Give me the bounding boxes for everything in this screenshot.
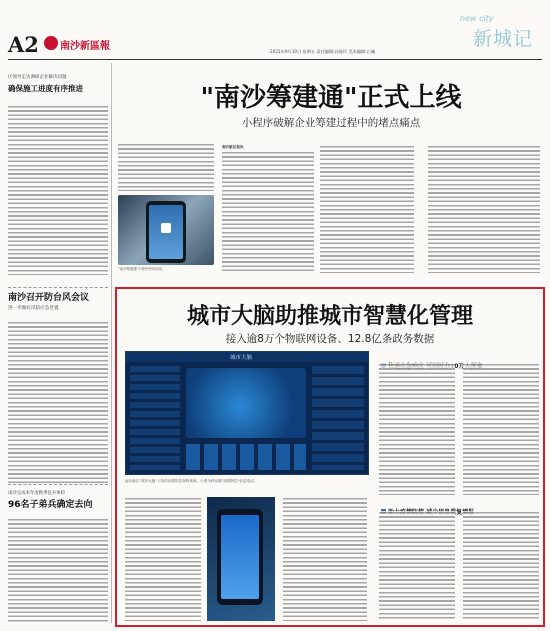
feature-body-col-1 [125, 497, 201, 621]
left-headline-3: 96名子弟兵确定去向 [8, 500, 93, 510]
lead-headline: "南沙筹建通"正式上线 [200, 83, 462, 113]
lead-intro-text [118, 143, 214, 191]
dashboard-photo [125, 351, 369, 475]
page-number: A2 [8, 32, 39, 57]
paper-logo [44, 36, 58, 50]
paper-name: 南沙新區報 [60, 41, 110, 52]
dashboard-map [186, 368, 306, 438]
feature-body-col-4 [463, 511, 539, 621]
dashboard-title: 城市大脑 [230, 355, 253, 361]
issue-info: 2021年9月10日 星期五 责任编辑:孙俊玲 美术编辑:石巍 [270, 49, 376, 54]
app-icon [161, 223, 171, 233]
left-sub-2: 进一步做好汛防应急处置 [8, 306, 59, 311]
lead-body-col-1 [222, 151, 314, 273]
phone-photo [207, 497, 275, 621]
masthead-rule [8, 59, 542, 60]
lead-story [116, 63, 542, 271]
phone-device [146, 201, 186, 263]
left-kicker-1: 区领导走访调研企业解决问题 [8, 75, 67, 80]
left-headline-1: 确保施工进度有序推进 [8, 84, 83, 93]
left-column-lower [8, 486, 108, 626]
lead-subheadline: 小程序破解企业筹建过程中的堵点痛点 [241, 117, 421, 129]
phone-screen [149, 205, 183, 259]
feature-headline: 城市大脑助推城市智慧化管理 [186, 304, 473, 329]
feature-subheadline: 接入逾8万个物联网设备、12.8亿条政务数据 [225, 333, 435, 345]
left-headline-2: 南沙召开防台风会议 [8, 293, 90, 303]
masthead [8, 14, 542, 60]
left-article-2-body [8, 321, 108, 486]
feature-body-col-3 [379, 511, 455, 621]
dashboard-left-panel [130, 366, 180, 470]
left-article-1-body [8, 105, 108, 275]
column-rule [111, 63, 112, 623]
divider [8, 287, 108, 288]
divider [8, 484, 108, 485]
left-column [8, 63, 108, 483]
feature-section-1-body-b [463, 363, 539, 495]
left-kicker-3: 南沙完成本年度秋季征兵体检 [8, 491, 66, 496]
lead-photo-caption: "南沙筹建通"小程序使用页面。 [118, 267, 166, 271]
lead-body-col-3 [428, 145, 540, 273]
dashboard-gauges [186, 444, 306, 470]
feature-section-1-body-a [379, 363, 455, 495]
lead-byline: 南沙新区报讯 [222, 145, 244, 149]
section-en: new city [460, 14, 494, 23]
phone-device [217, 509, 263, 605]
dashboard-right-panel [312, 366, 364, 470]
section-cn: 新城记 [473, 28, 534, 50]
lead-body-col-2 [320, 145, 414, 273]
left-article-3-body [8, 518, 108, 624]
phone-screen [221, 515, 259, 599]
feature-frame [115, 287, 545, 627]
lead-photo [118, 195, 214, 265]
feature-body-col-2 [283, 497, 367, 621]
dashboard-photo-caption: 南沙新区"城市大脑"上线的疫情防控指挥系统。小型为移动端"疫情防控"信息电话。 [125, 479, 258, 483]
